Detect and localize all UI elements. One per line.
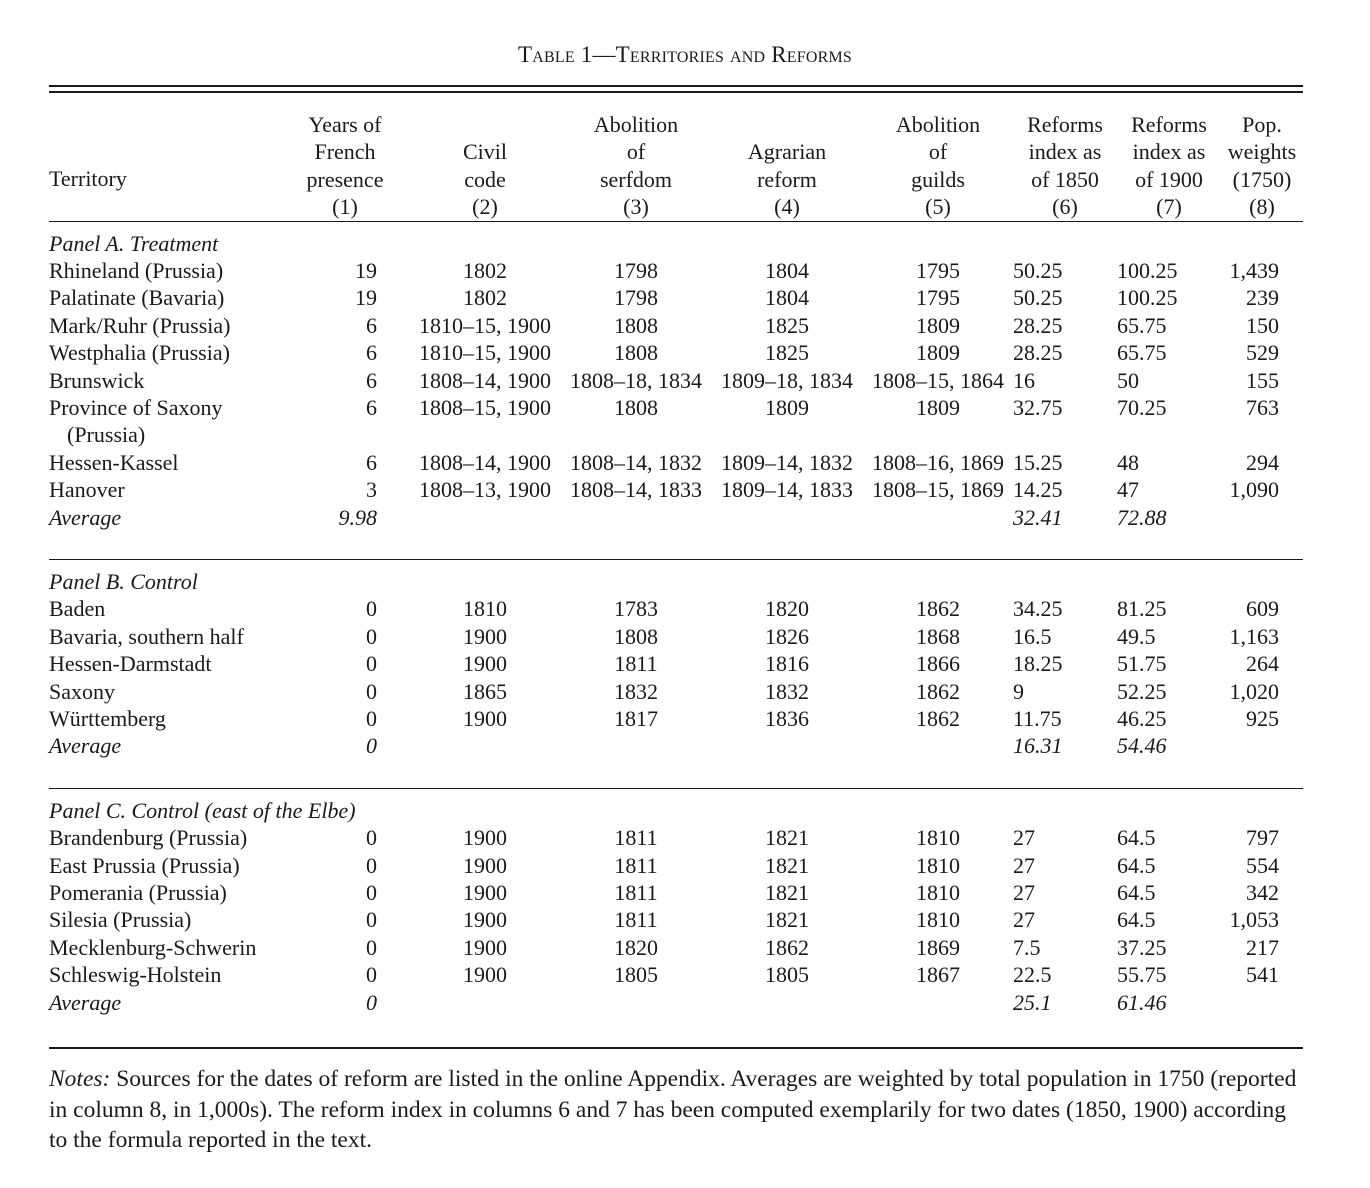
table-cell: 64.5 xyxy=(1117,825,1156,851)
average-row xyxy=(49,732,1303,759)
column-header-line: (1) xyxy=(332,194,358,219)
column-header-line: index as xyxy=(1028,139,1102,164)
column-header-line: (7) xyxy=(1156,194,1182,219)
table-cell xyxy=(561,504,711,531)
column-header-line: reform xyxy=(757,166,817,192)
table-cell: 27 xyxy=(1013,907,1035,933)
column-header-line: (3) xyxy=(623,194,649,219)
table-cell: 1,163 xyxy=(1229,623,1279,649)
table-cell: 239 xyxy=(1246,285,1279,311)
table-cell: Hanover xyxy=(49,477,125,503)
table-cell xyxy=(409,989,561,1016)
table-cell: 1810–15, 1900 xyxy=(419,312,551,338)
table-cell: 1867 xyxy=(916,962,960,988)
column-header xyxy=(561,97,711,221)
spacer-row xyxy=(49,559,1303,568)
table-cell: 1900 xyxy=(463,934,507,960)
table-cell: 1804 xyxy=(765,257,809,283)
table-cell: Baden xyxy=(49,596,106,622)
table-cell: 1808–18, 1834 xyxy=(570,367,702,393)
table-cell: 47 xyxy=(1117,477,1139,503)
table-cell: 0 xyxy=(366,852,377,878)
table-cell: 65.75 xyxy=(1117,312,1167,338)
table-cell: 1865 xyxy=(463,678,507,704)
table-cell: Hessen-Darmstadt xyxy=(49,651,212,677)
panel-title: Panel B. Control xyxy=(49,568,198,594)
table-cell: 27 xyxy=(1013,852,1035,878)
column-header-line: (5) xyxy=(925,194,951,219)
table-notes xyxy=(49,1064,1307,1156)
table-cell: 16 xyxy=(1013,367,1035,393)
table-cell: 61.46 xyxy=(1117,989,1167,1015)
table-cell: Average xyxy=(49,504,122,530)
table-cell: 529 xyxy=(1246,340,1279,366)
table-cell: 0 xyxy=(366,596,377,622)
column-header-line: (2) xyxy=(472,194,498,219)
table-row xyxy=(49,906,1303,933)
table-cell: 3 xyxy=(366,477,377,503)
table-cell: 1798 xyxy=(614,285,658,311)
table-cell: Hessen-Kassel xyxy=(49,449,179,475)
table-cell: 49.5 xyxy=(1117,623,1156,649)
column-header-line: (1750) xyxy=(1232,166,1292,192)
column-header-line: index as xyxy=(1132,139,1206,164)
table-cell xyxy=(711,732,863,759)
column-header-line: Reforms xyxy=(1131,111,1207,137)
table-row xyxy=(49,284,1303,311)
column-header xyxy=(1013,97,1117,221)
column-header-line: Years of xyxy=(308,111,382,137)
table-cell: 1808–14, 1832 xyxy=(570,449,702,475)
table-cell: Pomerania (Prussia) xyxy=(49,880,227,906)
notes-label: Notes: xyxy=(49,1066,111,1092)
table-cell: 554 xyxy=(1246,852,1279,878)
table-cell: 52.25 xyxy=(1117,678,1167,704)
column-header-line: guilds xyxy=(911,166,965,192)
column-header-line: of xyxy=(928,139,948,164)
table-cell: 1810–15, 1900 xyxy=(419,340,551,366)
table-cell: 1808–14, 1833 xyxy=(570,477,702,503)
table-cell: 1808 xyxy=(614,394,658,420)
table-cell xyxy=(1013,421,1117,448)
table-cell: 11.75 xyxy=(1013,706,1062,731)
table-cell: 1900 xyxy=(463,962,507,988)
table-cell: 28.25 xyxy=(1013,312,1063,338)
table-cell xyxy=(281,421,409,448)
table-cell: 6 xyxy=(366,449,377,475)
table-cell: 1825 xyxy=(765,340,809,366)
column-header-line: Abolition xyxy=(593,111,679,137)
table-cell: 1811 xyxy=(614,651,658,677)
table-row xyxy=(49,312,1303,339)
table-cell: 217 xyxy=(1246,934,1279,960)
table-cell: 1808–14, 1900 xyxy=(419,449,551,475)
spacer-row xyxy=(49,221,1303,230)
table-cell: Silesia (Prussia) xyxy=(49,907,192,933)
table-cell: 1811 xyxy=(614,907,658,933)
table-cell: Bavaria, southern half xyxy=(49,623,244,649)
table-cell: Saxony xyxy=(49,678,115,704)
table-cell: Brunswick xyxy=(49,367,145,393)
table-cell: 54.46 xyxy=(1117,733,1167,759)
table-cell xyxy=(561,421,711,448)
table-cell: 1811 xyxy=(614,825,658,851)
spacer-cell xyxy=(49,559,1303,568)
column-header-line: Abolition xyxy=(895,111,981,137)
column-header xyxy=(281,97,409,221)
table-cell: 541 xyxy=(1246,962,1279,988)
table-cell: 1816 xyxy=(765,651,809,677)
table-cell: Brandenburg (Prussia) xyxy=(49,825,248,851)
table-cell: Westphalia (Prussia) xyxy=(49,340,230,366)
table-cell: Average xyxy=(49,733,122,759)
table-cell: 37.25 xyxy=(1117,934,1167,960)
table-cell: 65.75 xyxy=(1117,340,1167,366)
column-header-line: Agrarian xyxy=(747,139,827,164)
table-cell: 0 xyxy=(366,962,377,988)
spacer-cell xyxy=(49,531,1303,560)
table-cell: 50.25 xyxy=(1013,285,1063,311)
table-cell xyxy=(863,989,1013,1016)
column-header-line: serfdom xyxy=(599,166,673,192)
table-cell: 1820 xyxy=(614,934,658,960)
table-row xyxy=(49,339,1303,366)
table-cell: 1810 xyxy=(916,907,960,933)
table-cell: 1811 xyxy=(614,880,658,906)
table-cell: 1809–14, 1832 xyxy=(721,449,853,475)
table-cell: 46.25 xyxy=(1117,706,1167,731)
table-cell xyxy=(711,504,863,531)
column-header-line: weights xyxy=(1227,139,1297,164)
table-cell: 72.88 xyxy=(1117,504,1167,530)
table-cell: 1,053 xyxy=(1229,907,1279,933)
table-body xyxy=(49,221,1303,1016)
table-cell: 342 xyxy=(1246,880,1279,906)
table-cell: 1809 xyxy=(765,394,809,420)
table-row xyxy=(49,934,1303,961)
table-row xyxy=(49,852,1303,879)
panel-title-row xyxy=(49,230,1303,257)
table-cell: 0 xyxy=(366,825,377,851)
table-cell: 6 xyxy=(366,340,377,366)
table-cell: 150 xyxy=(1246,312,1279,338)
table-cell: 100.25 xyxy=(1117,257,1178,283)
table-row xyxy=(49,705,1303,732)
table-cell: East Prussia (Prussia) xyxy=(49,852,240,878)
table-cell: Württemberg xyxy=(49,706,166,731)
column-header xyxy=(49,97,281,221)
table-row xyxy=(49,394,1303,421)
table-cell: Schleswig-Holstein xyxy=(49,962,222,988)
column-header-line: of 1900 xyxy=(1135,166,1203,192)
table-cell: 1808–15, 1900 xyxy=(419,394,551,420)
column-header-line: presence xyxy=(306,166,384,192)
table-cell: 1808–15, 1864 xyxy=(872,367,1004,393)
column-header-line: French xyxy=(314,139,376,164)
table-cell: 1826 xyxy=(765,623,809,649)
table-cell: 1811 xyxy=(614,852,658,878)
table-cell: 48 xyxy=(1117,449,1139,475)
table-cell: 1,439 xyxy=(1229,257,1279,283)
table-cell: 1798 xyxy=(614,257,658,283)
table-cell: 1802 xyxy=(463,257,507,283)
column-header-line: of 1850 xyxy=(1031,166,1099,192)
table-row xyxy=(49,678,1303,705)
table-cell: 1869 xyxy=(916,934,960,960)
table-cell: 1808 xyxy=(614,312,658,338)
table-cell xyxy=(1221,421,1303,448)
table-cell: 51.75 xyxy=(1117,651,1167,677)
table-cell xyxy=(1221,504,1303,531)
table-cell xyxy=(409,421,561,448)
panel-title-row xyxy=(49,568,1303,595)
table-cell: 1795 xyxy=(916,257,960,283)
table-cell: 1810 xyxy=(916,825,960,851)
table-cell xyxy=(561,732,711,759)
table-cell: 1783 xyxy=(614,596,658,622)
table-cell: 1821 xyxy=(765,880,809,906)
table-cell: 1,090 xyxy=(1229,477,1279,503)
table-cell: 70.25 xyxy=(1117,394,1167,420)
column-header xyxy=(863,97,1013,221)
table-cell: 264 xyxy=(1246,651,1279,677)
table-row xyxy=(49,650,1303,677)
table-cell: 1804 xyxy=(765,285,809,311)
table-cell: (Prussia) xyxy=(67,422,146,448)
table-cell: 1820 xyxy=(765,596,809,622)
table-cell: 1817 xyxy=(614,706,658,731)
table-row xyxy=(49,476,1303,503)
panel-title: Panel A. Treatment xyxy=(49,230,219,256)
table-cell: 1825 xyxy=(765,312,809,338)
column-header-line: (4) xyxy=(774,194,800,219)
table-cell: 1821 xyxy=(765,852,809,878)
table-cell: 1900 xyxy=(463,852,507,878)
table-cell: 28.25 xyxy=(1013,340,1063,366)
spacer-row xyxy=(49,788,1303,797)
table-cell: 16.5 xyxy=(1013,623,1052,649)
table-cell: 1809 xyxy=(916,312,960,338)
column-header xyxy=(1117,97,1221,221)
table-cell: Mecklenburg-Schwerin xyxy=(49,934,257,960)
table-cell: 100.25 xyxy=(1117,285,1178,311)
table-cell: 32.41 xyxy=(1013,504,1063,530)
table-cell: 797 xyxy=(1246,825,1279,851)
table-cell: 27 xyxy=(1013,825,1035,851)
table-cell xyxy=(1117,421,1221,448)
table-cell xyxy=(409,504,561,531)
table-cell xyxy=(561,989,711,1016)
table-cell: 1900 xyxy=(463,651,507,677)
table-cell: 155 xyxy=(1246,367,1279,393)
table-cell: 1802 xyxy=(463,285,507,311)
table-cell xyxy=(1221,732,1303,759)
table-cell: 1866 xyxy=(916,651,960,677)
column-header-line: (6) xyxy=(1052,194,1078,219)
table-cell xyxy=(711,421,863,448)
table-cell: 81.25 xyxy=(1117,596,1167,622)
table-cell: 50 xyxy=(1117,367,1139,393)
table-cell: 1862 xyxy=(916,706,960,731)
table-cell: 16.31 xyxy=(1013,733,1063,759)
spacer-row xyxy=(49,531,1303,560)
table-cell: 1809 xyxy=(916,394,960,420)
column-header-line: (8) xyxy=(1249,194,1275,219)
spacer-row xyxy=(49,760,1303,789)
table-cell: 1862 xyxy=(765,934,809,960)
table-cell: 1808 xyxy=(614,623,658,649)
table-cell: 1808–14, 1900 xyxy=(419,367,551,393)
table-row xyxy=(49,449,1303,476)
table-cell: 15.25 xyxy=(1013,449,1063,475)
table-row xyxy=(49,367,1303,394)
table-cell: 1809–18, 1834 xyxy=(721,367,853,393)
table-cell: 1821 xyxy=(765,907,809,933)
column-header-line: Pop. xyxy=(1242,111,1282,137)
table-cell: Mark/Ruhr (Prussia) xyxy=(49,312,231,338)
table-cell: 1900 xyxy=(463,880,507,906)
spacer-cell xyxy=(49,788,1303,797)
column-header-line: of xyxy=(626,139,646,164)
column-header-line: code xyxy=(464,166,506,192)
table-cell: 1809 xyxy=(916,340,960,366)
table-cell: 19 xyxy=(355,285,377,311)
table-cell: 7.5 xyxy=(1013,934,1041,960)
table-cell: 1900 xyxy=(463,623,507,649)
table-cell: 1,020 xyxy=(1229,678,1279,704)
table-cell: 1808 xyxy=(614,340,658,366)
table-cell: 1832 xyxy=(765,678,809,704)
table-cell: 0 xyxy=(366,907,377,933)
table-cell: 1808–15, 1869 xyxy=(872,477,1004,503)
column-header-line: Territory xyxy=(49,166,127,191)
table-cell: 1862 xyxy=(916,678,960,704)
table-cell: 50.25 xyxy=(1013,257,1063,283)
table-row xyxy=(49,879,1303,906)
table-cell: 609 xyxy=(1246,596,1279,622)
table-cell: 0 xyxy=(366,880,377,906)
column-header xyxy=(711,97,863,221)
table-cell: 27 xyxy=(1013,880,1035,906)
table-cell: Palatinate (Bavaria) xyxy=(49,285,225,311)
panel-title-row xyxy=(49,797,1303,824)
table-cell: 925 xyxy=(1246,706,1279,731)
table-cell: 64.5 xyxy=(1117,852,1156,878)
table-cell: 0 xyxy=(366,623,377,649)
table-cell xyxy=(863,421,1013,448)
table-cell: 0 xyxy=(366,651,377,677)
table-cell: 1805 xyxy=(765,962,809,988)
bottom-rule xyxy=(49,1047,1303,1049)
table-row xyxy=(49,595,1303,622)
table-cell: 6 xyxy=(366,312,377,338)
table-cell: 6 xyxy=(366,367,377,393)
table-cell: Rhineland (Prussia) xyxy=(49,257,224,283)
table-cell: 1821 xyxy=(765,825,809,851)
top-rule xyxy=(49,85,1303,87)
table-cell xyxy=(863,732,1013,759)
table-cell: 1868 xyxy=(916,623,960,649)
average-row xyxy=(49,989,1303,1016)
table-row xyxy=(49,824,1303,851)
table-cell: 34.25 xyxy=(1013,596,1063,622)
table-row xyxy=(49,421,1303,448)
table-cell: 64.5 xyxy=(1117,880,1156,906)
table-cell: 1810 xyxy=(463,596,507,622)
panel-title: Panel C. Control (east of the Elbe) xyxy=(49,797,356,823)
table-cell: 64.5 xyxy=(1117,907,1156,933)
table-cell: 9 xyxy=(1013,678,1024,704)
table-cell: 18.25 xyxy=(1013,651,1063,677)
table-cell: 1805 xyxy=(614,962,658,988)
top-rule-double xyxy=(49,91,1303,93)
table-row xyxy=(49,961,1303,988)
table-cell: 1862 xyxy=(916,596,960,622)
table-cell: 1808–16, 1869 xyxy=(872,449,1004,475)
table-cell: 0 xyxy=(366,678,377,704)
table-cell: 25.1 xyxy=(1013,989,1052,1015)
table-cell: 32.75 xyxy=(1013,394,1063,420)
table-cell xyxy=(1221,989,1303,1016)
table-cell: 55.75 xyxy=(1117,962,1167,988)
average-row xyxy=(49,504,1303,531)
table-cell xyxy=(409,732,561,759)
table-cell: 1836 xyxy=(765,706,809,731)
spacer-cell xyxy=(49,760,1303,789)
table-cell: Province of Saxony xyxy=(49,394,223,420)
table-cell xyxy=(863,504,1013,531)
table-title xyxy=(0,42,1370,68)
table-cell: 1810 xyxy=(916,852,960,878)
column-header xyxy=(409,97,561,221)
table-cell: 1900 xyxy=(463,825,507,851)
table-cell: 1809–14, 1833 xyxy=(721,477,853,503)
data-table xyxy=(49,97,1303,1016)
table-row xyxy=(49,623,1303,650)
column-header-line: Reforms xyxy=(1027,111,1103,137)
column-header xyxy=(1221,97,1303,221)
column-header-line: Civil xyxy=(462,139,507,164)
table-cell xyxy=(711,989,863,1016)
table-cell: 1832 xyxy=(614,678,658,704)
table-cell: 1900 xyxy=(463,706,507,731)
table-title-text: Table 1—Territories and Reforms xyxy=(517,42,852,67)
table-cell: 294 xyxy=(1246,449,1279,475)
table-cell: Average xyxy=(49,989,122,1015)
table-cell: 22.5 xyxy=(1013,962,1052,988)
table-cell: 14.25 xyxy=(1013,477,1063,503)
table-cell: 0 xyxy=(366,934,377,960)
table-cell: 0 xyxy=(366,989,377,1015)
table-cell: 19 xyxy=(355,257,377,283)
notes-text: Sources for the dates of reform are listed in the online Appendix. Averages are weighted by total population in 1750 (reported in column 8, in 1,000s). The reform index in columns 6 and 7 has been computed exemplarily for two dates (1850, 1900) according to the formula reported in the text. xyxy=(49,1066,1297,1153)
table-cell: 1808–13, 1900 xyxy=(419,477,551,503)
table-cell: 9.98 xyxy=(338,504,377,530)
table-cell: 0 xyxy=(366,706,377,731)
table-cell: 1810 xyxy=(916,880,960,906)
table-cell: 763 xyxy=(1246,394,1279,420)
table-cell: 0 xyxy=(366,733,377,759)
table-row xyxy=(49,257,1303,284)
table-header xyxy=(49,97,1303,221)
table-cell: 1795 xyxy=(916,285,960,311)
spacer-cell xyxy=(49,221,1303,230)
table-cell: 1900 xyxy=(463,907,507,933)
table-cell: 6 xyxy=(366,394,377,420)
